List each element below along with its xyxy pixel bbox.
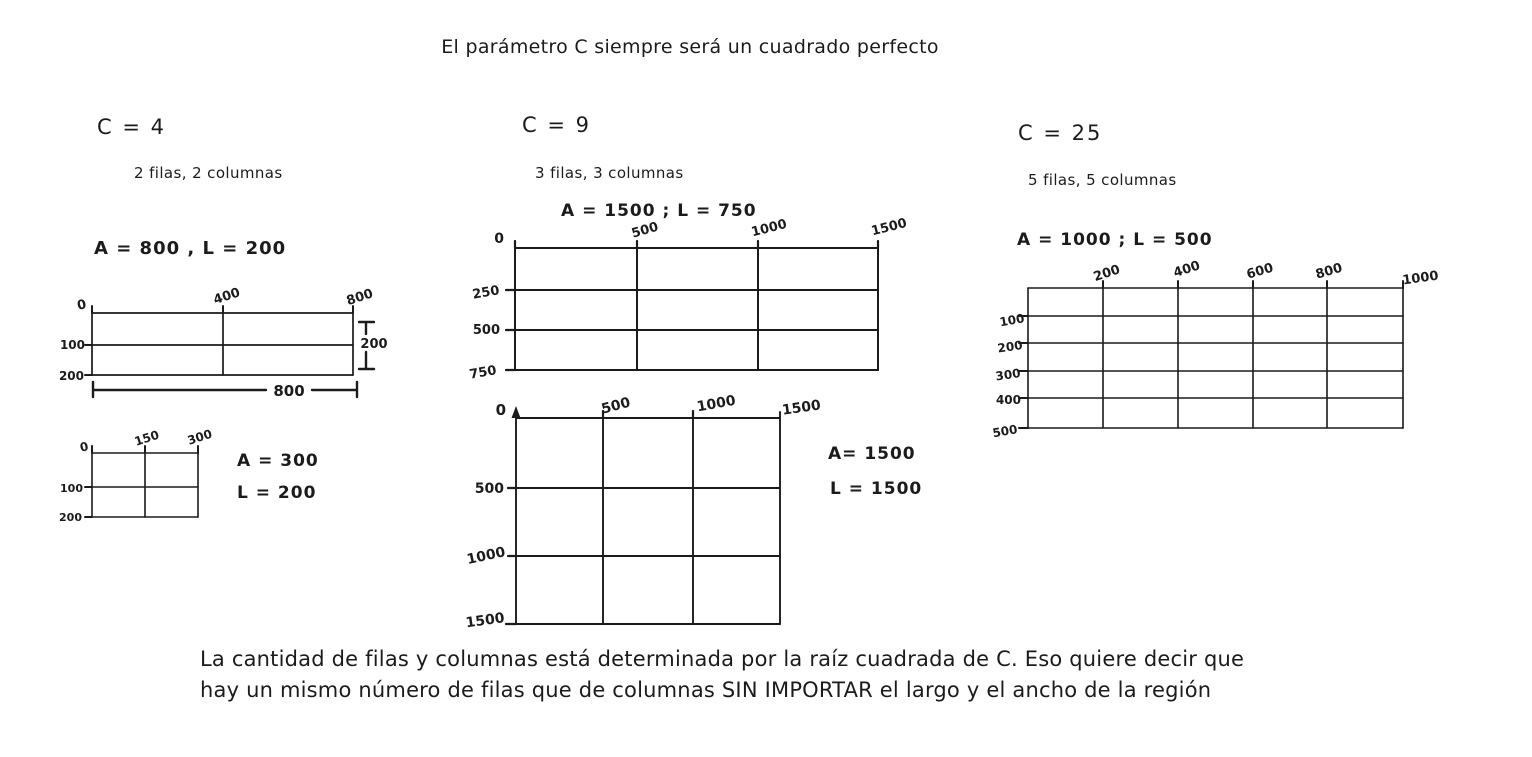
axis-label: 250 [471, 283, 501, 303]
axis-label: 200 [58, 369, 84, 383]
axis-label: 100 [998, 311, 1026, 330]
c9-square-grid-area-label: A= 1500 [828, 444, 916, 464]
axis-label: 100 [59, 338, 85, 352]
axis-label: 0 [78, 439, 90, 455]
width-measure-line [93, 382, 357, 397]
footer-line-1: La cantidad de filas y columnas está determinada por la raíz cuadrada de C. Eso quiere decir que [200, 647, 1245, 671]
axis-label: 800 [1313, 260, 1345, 283]
axis-label: 300 [994, 366, 1022, 384]
c9-square-grid [450, 392, 822, 650]
c4-subtitle: 2 filas, 2 columnas [134, 164, 283, 182]
c4-small-grid-length-label: L = 200 [237, 483, 317, 503]
c9-heading: C = 9 [522, 113, 591, 137]
axis-label: 150 [132, 427, 161, 449]
axis-label: 200 [1091, 262, 1123, 285]
axis-label: 0 [495, 401, 506, 419]
main-title: El parámetro C siempre será un cuadrado perfecto [441, 36, 939, 58]
c9-wide-grid [460, 215, 920, 383]
c4-small-grid [55, 425, 220, 530]
axis-label: 600 [1244, 260, 1276, 283]
c4-small-grid-area-label: A = 300 [237, 451, 319, 471]
axis-arrow [512, 406, 521, 418]
c4-heading: C = 4 [97, 115, 166, 139]
axis-label: 1000 [465, 544, 507, 569]
width-measure-value: 800 [273, 382, 305, 400]
axis-label: 500 [991, 422, 1019, 441]
axis-label: 200 [59, 511, 82, 524]
footer-note [200, 644, 1300, 706]
axis-label: 500 [472, 323, 500, 338]
axis-label: 1500 [781, 397, 822, 419]
c9-square-grid-length-label: L = 1500 [830, 479, 923, 499]
axis-label: 500 [599, 394, 633, 418]
c25-heading: C = 25 [1018, 121, 1103, 145]
axis-label: 1000 [695, 392, 737, 416]
axis-label: 1000 [1401, 268, 1440, 289]
axis-label: 500 [474, 481, 504, 497]
height-measure-value: 200 [360, 337, 388, 352]
axis-label: 0 [75, 297, 88, 314]
axis-label: 400 [211, 285, 243, 308]
axis-label: 400 [995, 393, 1021, 407]
axis-label: 750 [468, 363, 498, 383]
axis-label: 1500 [464, 610, 506, 632]
axis-label: 0 [494, 231, 504, 247]
axis-label: 1500 [869, 215, 909, 240]
footer-line-2: hay un mismo número de filas que de columnas SIN IMPORTAR el largo y el ancho de la región [200, 678, 1212, 702]
c25-grid [975, 255, 1460, 445]
axis-label: 800 [344, 286, 376, 309]
axis-label: 500 [629, 219, 661, 242]
c25-params-label: A = 1000 ; L = 500 [1017, 230, 1213, 250]
c25-subtitle: 5 filas, 5 columnas [1028, 171, 1177, 189]
axis-label: 400 [1171, 258, 1203, 281]
c9-subtitle: 3 filas, 3 columnas [535, 164, 684, 182]
c4-main-grid [60, 285, 405, 405]
c9-params-label: A = 1500 ; L = 750 [561, 201, 757, 221]
axis-label: 1000 [749, 216, 789, 241]
axis-label: 300 [185, 426, 214, 448]
axis-label: 200 [996, 338, 1024, 356]
axis-label: 100 [60, 482, 83, 495]
c4-params-label: A = 800 , L = 200 [94, 238, 287, 259]
